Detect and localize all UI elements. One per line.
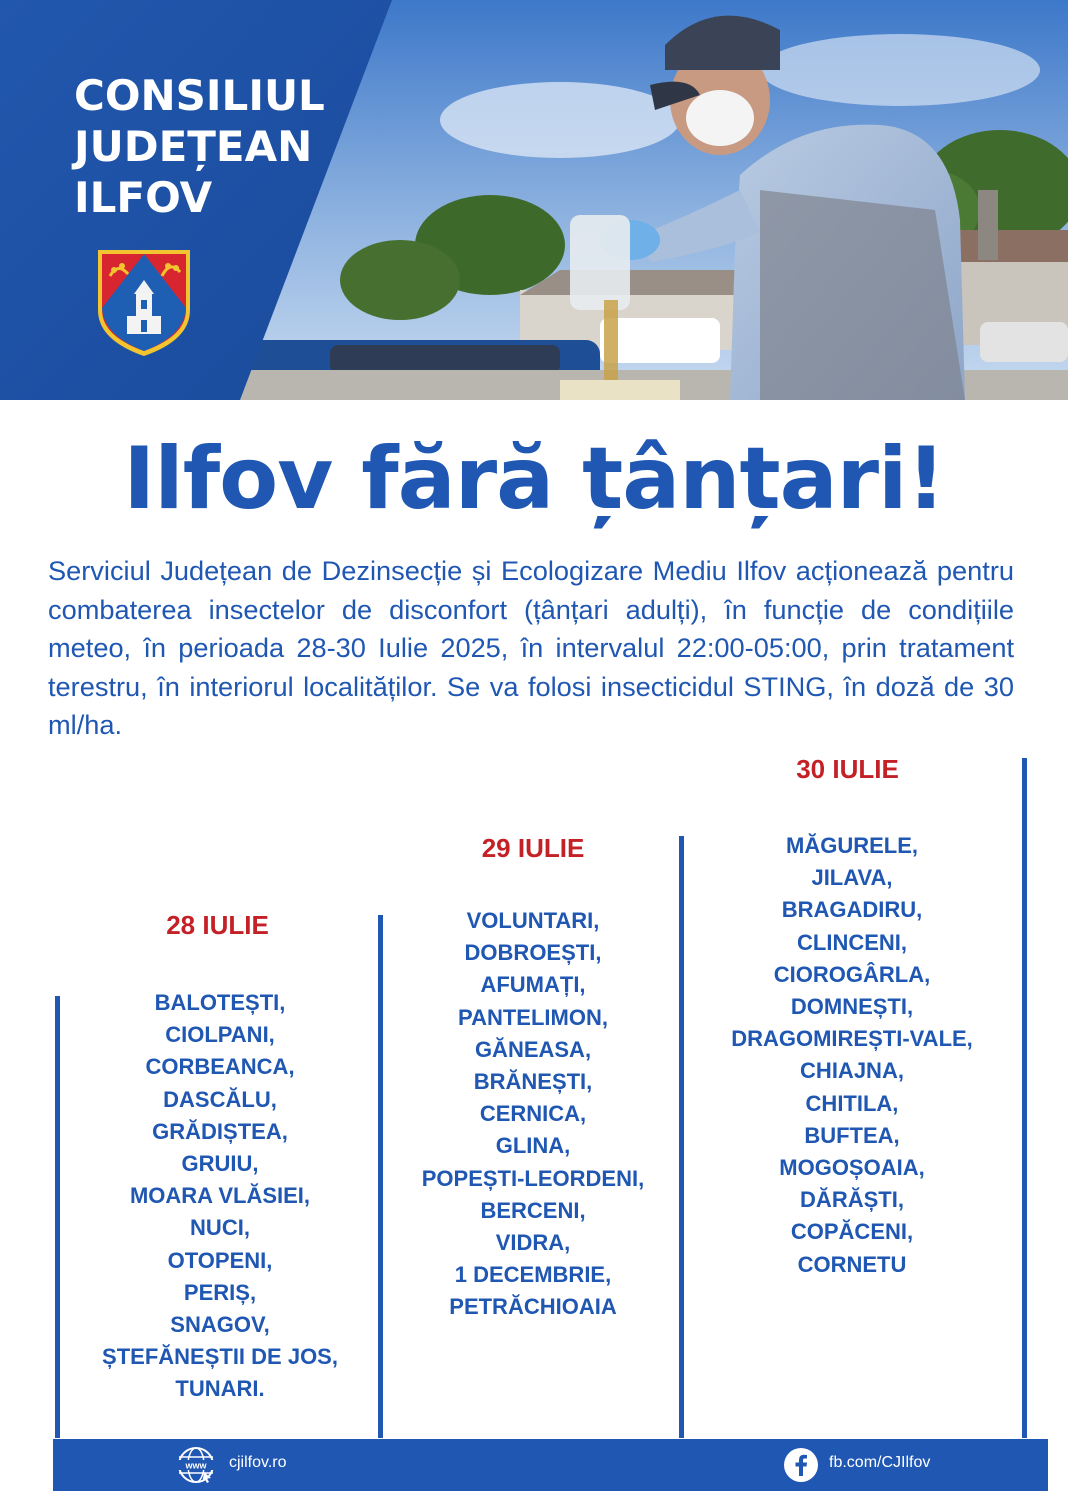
- list-item: CHIAJNA,: [800, 1058, 904, 1084]
- organization-name-line-3: ILFOV: [74, 173, 213, 222]
- list-item: GRUIU,: [181, 1151, 259, 1177]
- list-item: CIOLPANI,: [165, 1022, 275, 1048]
- list-item: DOMNEȘTI,: [790, 994, 914, 1020]
- day-heading-28: 28 IULIE: [166, 910, 269, 940]
- list-item: PETRĂCHIOAIA: [449, 1294, 617, 1320]
- list-item: VIDRA,: [495, 1230, 571, 1256]
- list-item: NUCI,: [190, 1215, 250, 1241]
- globe-www-icon: [176, 1445, 216, 1485]
- list-item: CIOROGÂRLA,: [773, 961, 931, 987]
- list-item: CLINCENI,: [797, 929, 907, 955]
- facebook-link[interactable]: fb.com/CJIlfov: [829, 1454, 931, 1471]
- locality-list-28: [60, 987, 380, 1406]
- list-item: PANTELIMON,: [458, 1004, 608, 1030]
- list-item: GRĂDIȘTEA,: [152, 1118, 288, 1144]
- list-item: SNAGOV,: [170, 1312, 270, 1338]
- list-item: MOGOȘOAIA,: [779, 1155, 925, 1181]
- list-item: BRAGADIRU,: [781, 897, 923, 923]
- day-heading-30: 30 IULIE: [796, 754, 899, 784]
- list-item: DRAGOMIREȘTI-VALE,: [731, 1026, 973, 1052]
- list-item: VOLUNTARI,: [466, 908, 600, 933]
- organization-name: [74, 70, 325, 223]
- locality-list-30: [684, 830, 1020, 1281]
- list-item: DOBROEȘTI,: [464, 940, 602, 966]
- list-item: DASCĂLU,: [163, 1086, 277, 1112]
- list-item: CORNETU: [797, 1251, 907, 1277]
- list-item: CHITILA,: [805, 1090, 899, 1116]
- day-heading-29: 29 IULIE: [481, 833, 585, 863]
- column-divider-4: [1022, 758, 1027, 1438]
- list-item: GĂNEASA,: [474, 1036, 592, 1062]
- list-item: CORBEANCA,: [145, 1054, 295, 1080]
- list-item: PERIȘ,: [183, 1279, 257, 1305]
- list-item: OTOPENI,: [167, 1247, 273, 1273]
- page-title: Ilfov fără țânțari!: [123, 429, 945, 529]
- list-item: 1 DECEMBRIE,: [454, 1262, 612, 1288]
- list-item: BERCENI,: [480, 1197, 586, 1223]
- list-item: ȘTEFĂNEȘTII DE JOS,: [102, 1344, 338, 1370]
- list-item: MOARA VLĂSIEI,: [129, 1183, 311, 1209]
- list-item: COPĂCENI,: [790, 1219, 914, 1245]
- ilfov-coat-of-arms-icon: [96, 248, 192, 358]
- list-item: MĂGURELE,: [786, 833, 918, 858]
- list-item: BUFTEA,: [804, 1122, 900, 1148]
- list-item: POPEȘTI-LEORDENI,: [421, 1165, 645, 1191]
- list-item: JILAVA,: [811, 865, 893, 891]
- intro-paragraph: Serviciul Județean de Dezinsecție și Ecologizare Mediu Ilfov acționează pentru combaterea insectelor de disconfort (țânțari adulți), în funcție de condițiile meteo, în perioada 28-30 Iulie 2025, în intervalul 22:00-05:00, prin tratament terestru, în interiorul localităților. Se va folosi insecticidul STING, în doză de 30 ml/ha.: [48, 555, 1014, 740]
- website-link[interactable]: cjilfov.ro: [229, 1454, 287, 1471]
- list-item: AFUMAȚI,: [480, 972, 586, 998]
- list-item: DĂRĂȘTI,: [800, 1187, 904, 1213]
- list-item: BALOTEȘTI,: [154, 990, 286, 1015]
- list-item: BRĂNEȘTI,: [473, 1069, 593, 1095]
- facebook-icon: [783, 1447, 819, 1483]
- footer-bar: [53, 1439, 1048, 1491]
- organization-name-line-2: JUDEȚEAN: [74, 122, 313, 171]
- list-item: TUNARI.: [175, 1376, 265, 1402]
- organization-name-line-1: CONSILIUL: [74, 71, 325, 120]
- list-item: GLINA,: [495, 1133, 571, 1159]
- locality-list-29: [383, 905, 683, 1324]
- list-item: CERNICA,: [479, 1101, 587, 1127]
- header-banner: [0, 0, 1068, 400]
- svg-text:www: www: [185, 1460, 207, 1471]
